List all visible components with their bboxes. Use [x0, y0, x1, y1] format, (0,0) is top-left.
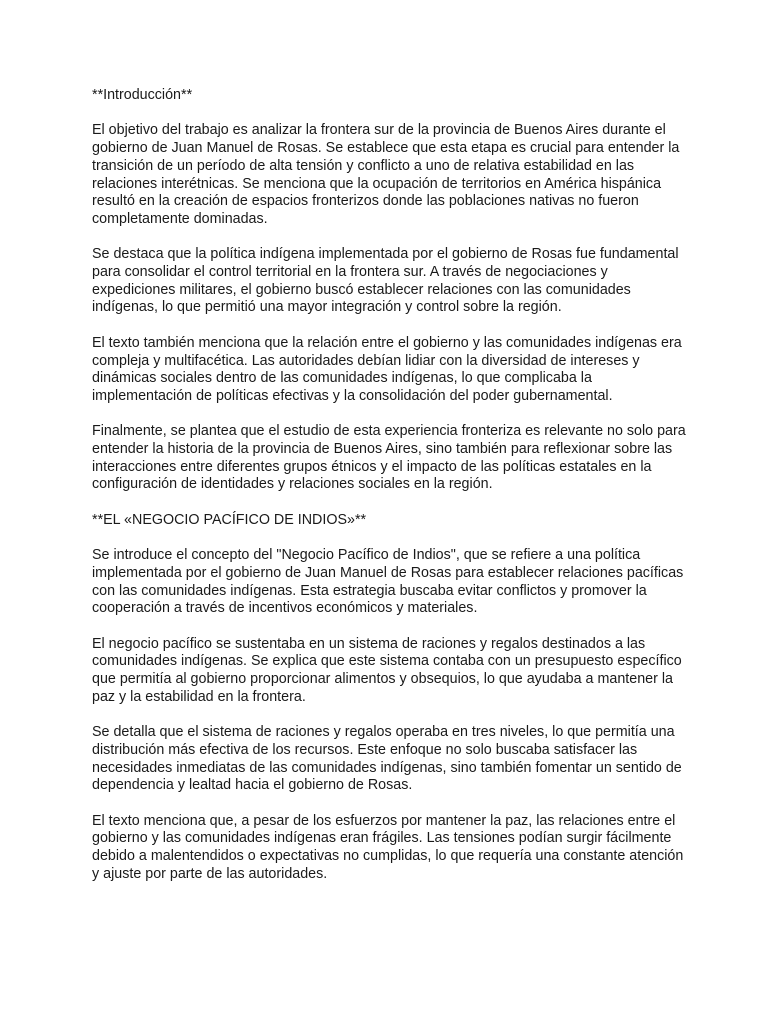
paragraph: Se destaca que la política indígena implementada por el gobierno de Rosas fue fundamental para consolidar el control territorial en la frontera sur. A través de negociaciones y expediciones militares, el gobierno buscó establecer relaciones con las comunidades indígenas, lo que permitió una mayor integración y control sobre la región.: [92, 246, 679, 316]
document-body: [92, 87, 692, 901]
paragraph: El texto también menciona que la relación entre el gobierno y las comunidades indígenas era compleja y multifacética. Las autoridades debían lidiar con la diversidad de intereses y dinámicas sociales dentro de las comunidades indígenas, lo que complicaba la implementación de políticas efectivas y la consolidación del poder gubernamental.: [92, 334, 682, 404]
section-heading-introduccion: **Introducción**: [92, 87, 193, 103]
paragraph: El negocio pacífico se sustentaba en un sistema de raciones y regalos destinados a las comunidades indígenas. Se explica que este sistema contaba con un presupuesto específico que permitía al gobierno proporcionar alimentos y obsequios, lo que ayudaba a mantener la paz y la estabilidad en la frontera.: [92, 635, 682, 705]
paragraph: El objetivo del trabajo es analizar la frontera sur de la provincia de Buenos Aires durante el gobierno de Juan Manuel de Rosas. Se establece que esta etapa es crucial para entender la transición de un período de alta tensión y conflicto a uno de relativa estabilidad en las relaciones interétnicas. Se menciona que la ocupación de territorios en América hispánica resultó en la creación de espacios fronterizos donde las poblaciones nativas no fueron completamente dominadas.: [92, 122, 680, 227]
paragraph: Se detalla que el sistema de raciones y regalos operaba en tres niveles, lo que permitía una distribución más efectiva de los recursos. Este enfoque no solo buscaba satisfacer las necesidades inmediatas de las comunidades indígenas, sino también fomentar un sentido de dependencia y lealtad hacia el gobierno de Rosas.: [92, 724, 682, 794]
paragraph: Finalmente, se plantea que el estudio de esta experiencia fronteriza es relevante no solo para entender la historia de la provincia de Buenos Aires, sino también para reflexionar sobre las interacciones entre diferentes grupos étnicos y el impacto de las políticas estatales en la configuración de identidades y relaciones sociales en la región.: [92, 423, 686, 493]
paragraph: El texto menciona que, a pesar de los esfuerzos por mantener la paz, las relaciones entre el gobierno y las comunidades indígenas eran frágiles. Las tensiones podían surgir fácilmente debido a malentendidos o expectativas no cumplidas, lo que requería una constante atención y ajuste por parte de las autoridades.: [92, 812, 684, 882]
section-heading-negocio-pacifico: **EL «NEGOCIO PACÍFICO DE INDIOS»**: [92, 511, 367, 528]
paragraph: Se introduce el concepto del "Negocio Pacífico de Indios", que se refiere a una política implementada por el gobierno de Juan Manuel de Rosas para establecer relaciones pacíficas con las comunidades indígenas. Esta estrategia buscaba evitar conflictos y promover la cooperación a través de incentivos económicos y materiales.: [92, 547, 684, 617]
